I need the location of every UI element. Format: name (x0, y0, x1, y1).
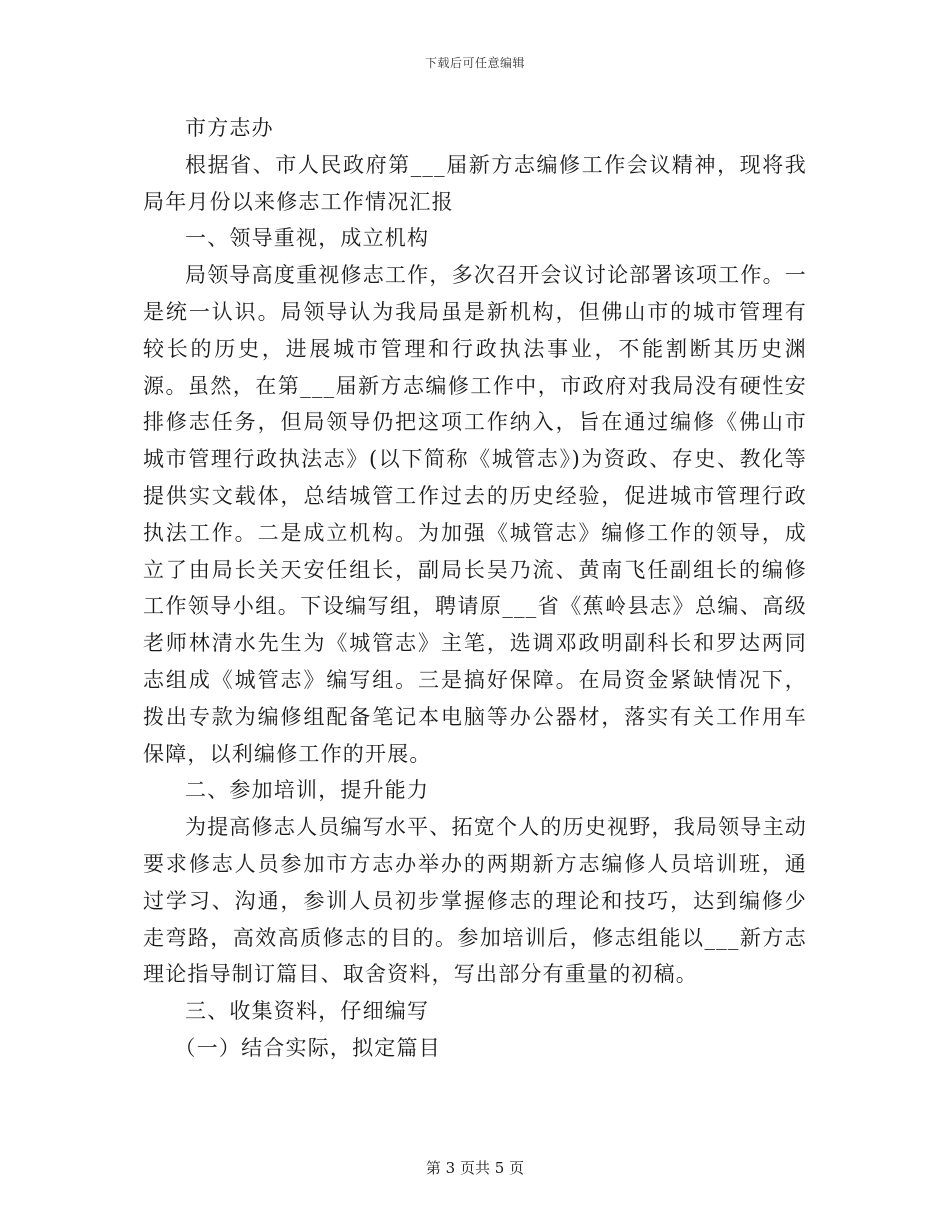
section-2-paragraph: 为提高修志人员编写水平、拓宽个人的历史视野，我局领导主动要求修志人员参加市方志办举办的两期新方志编修人员培训班，通过学习、沟通，参训人员初步掌握修志的理论和技巧，达到编修少走弯路，高效高质修志的目的。参加培训后，修志组能以___新方志理论指导制订篇目、取舍资料，写出部分有重量的初稿。 (143, 815, 807, 987)
section-heading-3: 三、收集资料，仔细编写 (185, 999, 430, 1024)
subsection-heading-3-1: （一）结合实际，拟定篇目 (174, 1035, 441, 1060)
page-header-note: 下载后可任意编辑 (424, 56, 525, 70)
section-1-paragraph: 局领导高度重视修志工作，多次召开会议讨论部署该项工作。一是统一认识。局领导认为我局虽是新机构，但佛山市的城市管理有较长的历史，进展城市管理和行政执法事业，不能割断其历史渊源。虽然，在第___届新方志编修工作中，市政府对我局没有硬性安排修志任务，但局领导仍把这项工作纳入，旨在通过编修《佛山市城市管理行政执法志》(以下简称《城管志》)为资政、存史、教化等提供实文载体，总结城管工作过去的历史经验，促进城市管理行政执法工作。二是成立机构。为加强《城管志》编修工作的领导，成立了由局长关天安任组长，副局长吴乃流、黄南飞任副组长的编修工作领导小组。下设编写组，聘请原___省《蕉岭县志》总编、高级老师林清水先生为《城管志》主笔，选调邓政明副科长和罗达两同志组成《城管志》编写组。三是搞好保障。在局资金紧缺情况下，拨出专款为编修组配备笔记本电脑等办公器材，落实有关工作用车保障，以利编修工作的开展。 (143, 263, 807, 766)
intro-paragraph: 根据省、市人民政府第___届新方志编修工作会议精神，现将我局年月份以来修志工作情况汇报 (143, 152, 807, 214)
addressee-line: 市方志办 (185, 116, 274, 140)
document-body (143, 110, 807, 1067)
section-heading-1: 一、领导重视，成立机构 (185, 226, 430, 251)
page-number-footer: 第 3 页共 5 页 (425, 1159, 525, 1177)
section-heading-2: 二、参加培训，提升能力 (185, 778, 430, 803)
